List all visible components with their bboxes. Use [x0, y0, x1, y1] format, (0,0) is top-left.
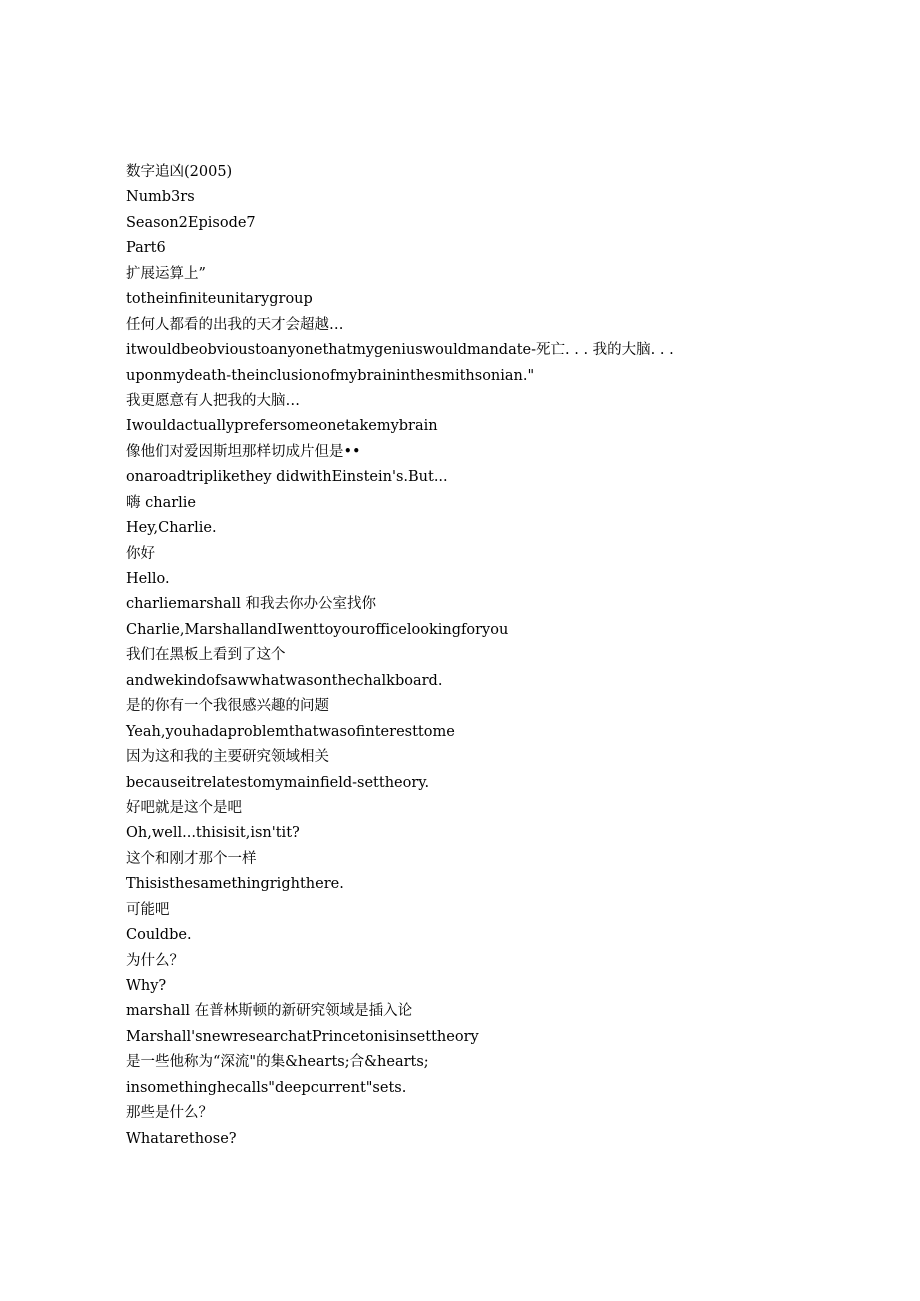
transcript-line: 嗨 charlie: [126, 494, 197, 511]
transcript-line: 扩展运算上”: [126, 265, 206, 282]
transcript-line: Why?: [126, 978, 167, 994]
transcript-line: Iwouldactuallyprefersomeonetakemybrain: [126, 418, 438, 435]
transcript-line: andwekindofsawwhatwasonthechalkboard.: [126, 672, 443, 689]
transcript-line: 我们在黑板上看到了这个: [126, 647, 286, 664]
transcript-line: 是一些他称为“深流"的集&hearts;合&hearts;: [126, 1054, 429, 1071]
transcript-line: onaroadtriplikethey didwithEinstein's.But...: [126, 469, 448, 486]
transcript-line: Numb3rs: [126, 189, 195, 206]
transcript-line: Yeah,youhadaproblemthatwasofinteresttome: [126, 723, 455, 740]
transcript-line: Thisisthesamethingrighthere.: [126, 876, 344, 893]
transcript-line: 是的你有一个我很感兴趣的问题: [126, 698, 329, 715]
transcript-line: charliemarshall 和我去你办公室找你: [126, 596, 377, 613]
transcript-line: 因为这和我的主要研究领域相关: [126, 749, 329, 766]
transcript-line: Oh,well...thisisit,isn'tit?: [126, 825, 300, 842]
transcript-line: Charlie,MarshallandIwenttoyourofficelookingforyou: [126, 621, 509, 638]
transcript-line: insomethinghecalls"deepcurrent"sets.: [126, 1079, 407, 1096]
transcript-line: 数字追凶(2005): [126, 164, 233, 180]
transcript-line: 像他们对爱因斯坦那样切成片但是••: [126, 443, 361, 460]
transcript-line: 你好: [126, 545, 155, 562]
transcript-line: 那些是什么？: [126, 1105, 213, 1122]
transcript-line: marshall 在普林斯顿的新研究领域是插入论: [126, 1003, 413, 1020]
transcript-line: Season2Episode7: [126, 214, 256, 231]
transcript-line: totheinfiniteunitarygroup: [126, 291, 313, 308]
transcript-line: Marshall'snewresearchatPrincetonisinsettheory: [126, 1028, 479, 1045]
transcript-line: 这个和刚才那个一样: [126, 850, 257, 867]
transcript-line: uponmydeath-theinclusionofmybraininthesmithsonian.": [126, 367, 535, 384]
subtitle-transcript: [126, 160, 826, 1152]
transcript-line: Couldbe.: [126, 927, 192, 944]
transcript-line: 可能吧: [126, 901, 170, 918]
transcript-line: Whatarethose?: [126, 1130, 237, 1147]
transcript-line: 好吧就是这个是吧: [126, 799, 242, 816]
transcript-line: Hey,Charlie.: [126, 520, 217, 537]
transcript-line: 为什么？: [126, 952, 184, 969]
transcript-line: 任何人都看的出我的天才会超越…: [126, 316, 344, 333]
transcript-line: Hello.: [126, 571, 170, 587]
transcript-line: becauseitrelatestomymainfield-settheory.: [126, 774, 430, 791]
transcript-line: 我更愿意有人把我的大脑…: [126, 392, 300, 409]
transcript-line: itwouldbeobvioustoanyonethatmygeniuswouldmandate-死亡. . . 我的大脑. . .: [126, 342, 674, 359]
transcript-line: Part6: [126, 240, 166, 257]
